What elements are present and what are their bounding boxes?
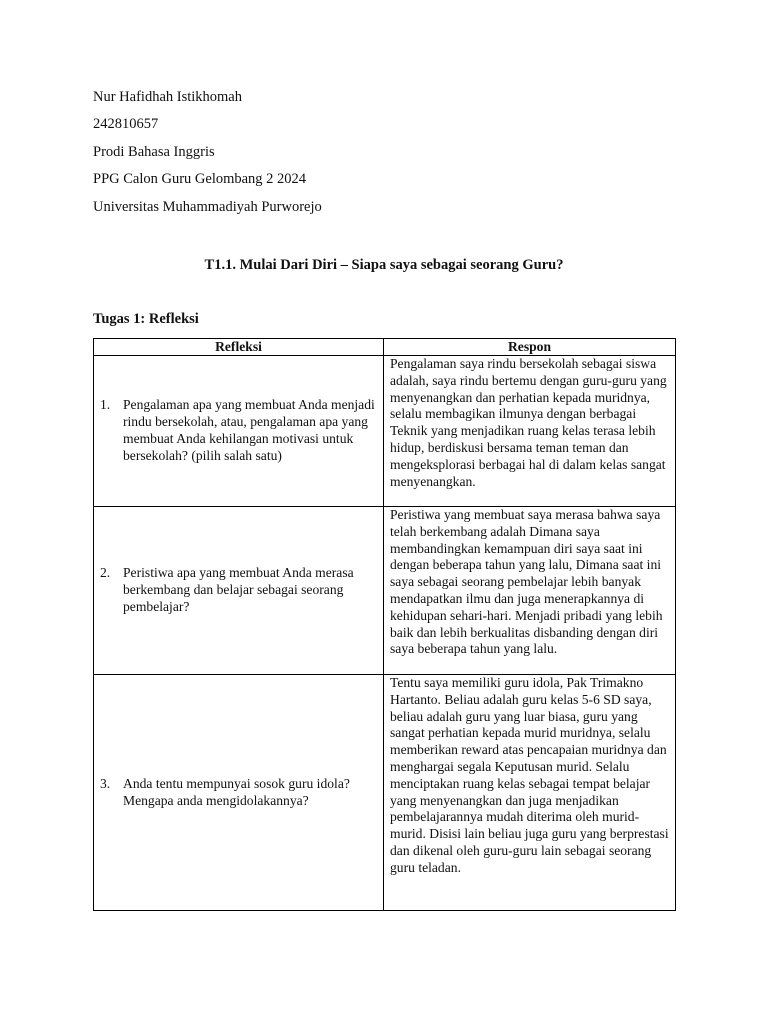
author-name: Nur Hafidhah Istikhomah <box>93 89 242 105</box>
column-header-refleksi: Refleksi <box>94 339 384 356</box>
table-row <box>94 507 676 675</box>
response-cell: Pengalaman saya rindu bersekolah sebagai siswa adalah, saya rindu bertemu dengan guru-guru yang menyenangkan dan perhatian kepada muridnya, selalu membagikan ilmunya dengan berbagai Teknik yang menjadikan ruang kelas terasa lebih hidup, berdiskusi bersama teman teman dan mengeksplorasi berbagai hal di dalam kelas sangat menyenangkan. <box>384 356 676 507</box>
study-program: Prodi Bahasa Inggris <box>93 144 215 160</box>
task-title: Tugas 1: Refleksi <box>93 311 199 327</box>
student-id: 242810657 <box>93 116 159 132</box>
university: Universitas Muhammadiyah Purworejo <box>93 199 322 215</box>
table-row <box>94 675 676 911</box>
question-number: 3. <box>100 775 111 791</box>
question-text: Peristiwa apa yang membuat Anda merasa berkembang dan belajar sebagai seorang pembelajar? <box>123 565 354 614</box>
question-cell <box>94 507 384 675</box>
table-header-row <box>94 339 676 356</box>
table-row <box>94 356 676 507</box>
response-cell: Tentu saya memiliki guru idola, Pak Trimakno Hartanto. Beliau adalah guru kelas 5-6 SD saya, beliau adalah guru yang luar biasa, guru yang sangat perhatian kepada murid muridnya, selalu memberikan reward atas pencapaian muridnya dan menghargai segala Keputusan murid. Selalu menciptakan ruang kelas sebagai tempat belajar yang menyenangkan dan juga menjadikan pembelajarannya mudah diterima oleh murid-murid. Disisi lain beliau juga guru yang berprestasi dan dikenal oleh guru-guru lain sebagai seorang guru teladan. <box>384 675 676 911</box>
reflection-table <box>93 338 676 911</box>
question-cell <box>94 675 384 911</box>
question-number: 2. <box>100 565 111 581</box>
question-cell <box>94 356 384 507</box>
document-title: T1.1. Mulai Dari Diri – Siapa saya sebagai seorang Guru? <box>204 257 564 273</box>
question-text: Pengalaman apa yang membuat Anda menjadi rindu bersekolah, atau, pengalaman apa yang membuat Anda kehilangan motivasi untuk bersekolah? (pilih salah satu) <box>123 397 375 463</box>
cohort: PPG Calon Guru Gelombang 2 2024 <box>93 171 307 187</box>
question-text: Anda tentu mempunyai sosok guru idola? Mengapa anda mengidolakannya? <box>123 775 350 808</box>
question-number: 1. <box>100 397 111 413</box>
response-cell: Peristiwa yang membuat saya merasa bahwa saya telah berkembang adalah Dimana saya membandingkan kemampuan diri saya saat ini dengan beberapa tahun yang lalu, Dimana saat ini saya sebagai seorang pembelajar lebih banyak mendapatkan ilmu dan juga menerapkannya di kehidupan sehari-hari. Menjadi pribadi yang lebih baik dan lebih berkualitas disbanding dengan diri saya beberapa tahun yang lalu. <box>384 507 676 675</box>
column-header-respon: Respon <box>384 339 676 356</box>
